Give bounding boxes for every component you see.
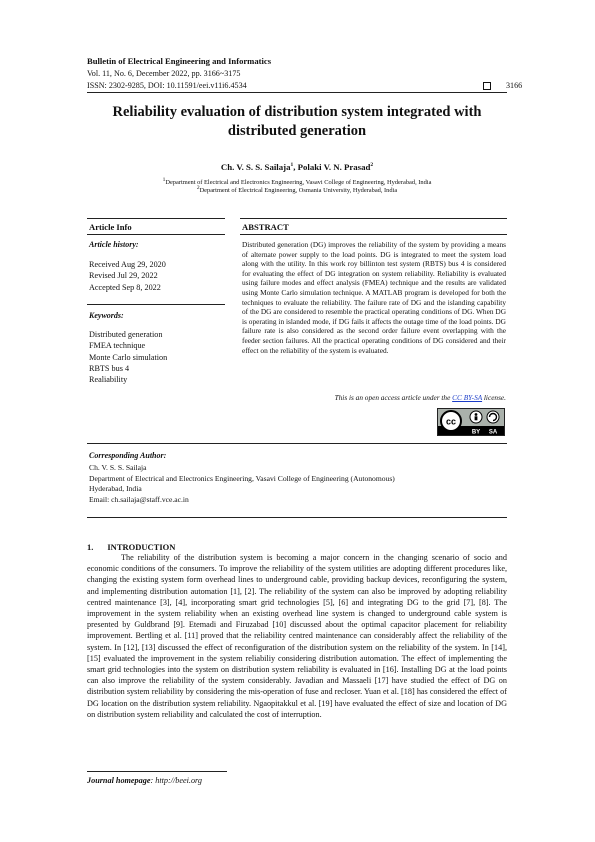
- issn-doi: ISSN: 2302-9285, DOI: 10.11591/eei.v11i6.4534: [87, 81, 247, 90]
- history-received: Received Aug 29, 2020: [89, 260, 166, 269]
- title-line-2: distributed generation: [227, 123, 367, 139]
- volume-info: Vol. 11, No. 6, December 2022, pp. 3166~3175: [87, 69, 241, 78]
- author-separator: ,: [293, 162, 298, 172]
- article-info-heading: Article Info: [89, 222, 132, 232]
- introduction-paragraph: [87, 552, 507, 720]
- article-info-head-rule: [87, 234, 225, 235]
- affiliation-1-sup: 1: [162, 177, 166, 183]
- history-heading: Article history:: [89, 240, 139, 249]
- keywords-heading: Keywords:: [89, 311, 124, 320]
- cc-by-sa-badge[interactable]: [437, 408, 505, 436]
- abstract-head-rule: [240, 234, 507, 235]
- affiliation-1-text: Department of Electrical and Electronics Engineering, Vasavi College of Engineering, Hyderabad, India: [165, 179, 432, 187]
- corresponding-name: Ch. V. S. S. Sailaja: [89, 463, 147, 472]
- keywords-list: [89, 329, 167, 385]
- cc-text: cc: [445, 416, 457, 427]
- history-list: [89, 259, 166, 293]
- corresponding-location: Hyderabad, India: [89, 484, 142, 494]
- corresponding-department: Department of Electrical and Electronics Engineering, Vasavi College of Engineering (Autonomous): [89, 473, 395, 483]
- footer-rule: [87, 771, 227, 772]
- page-number: 3166: [506, 81, 523, 90]
- keyword-item: Monte Carlo simulation: [89, 352, 168, 362]
- homepage-label: Journal homepage: [87, 776, 151, 785]
- affiliation-2: [87, 185, 507, 194]
- article-info-top-rule: [87, 218, 225, 219]
- abstract-bottom-rule: [87, 443, 507, 444]
- author-1: Ch. V. S. S. Sailaja: [220, 162, 291, 172]
- affiliation-2-text: Department of Electrical Engineering, Osmania University, Hyderabad, India: [199, 187, 398, 195]
- corresponding-email: Email: ch.sailaja@staff.vce.ac.in: [89, 494, 189, 504]
- license-suffix: license.: [482, 393, 506, 402]
- keyword-item: Realiability: [89, 375, 128, 385]
- history-revised: Revised Jul 29, 2022: [89, 271, 158, 281]
- history-divider: [87, 304, 225, 305]
- header-divider: [87, 92, 507, 93]
- journal-homepage: Journal homepage: http://beei.org: [87, 776, 203, 785]
- author-list: [87, 162, 507, 172]
- keyword-item: RBTS bus 4: [89, 363, 130, 373]
- abstract-text: Distributed generation (DG) improves the reliability of the system by providing a means of alternate power supply to the load points. DG is integrated to meet the system load along with the utility. In this work roy billinton test system (RBTS) bus 4 is considered for evaluating the effect of DG integration on system reliability. Reliability is evaluated using failure modes and effect analysis (FMEA) technique and the results are validated using Monte Carlo simulation technique. A MATLAB program is developed for both the techniques to evaluate the reliability. The failure rate of DG and the islanding capability of the DG are considered to resemble the practical operating conditions of DG. When DG is operating in islanded mode, if DG fails it affects the outage time of the load points. DG failure rate is also considered as the second order failure event overlapping with the feeder section failures. All the practical operating conditions of DG considered and their effect on the reliability of the system is evaluated.: [242, 240, 506, 355]
- sa-label: SA: [488, 429, 498, 435]
- license-prefix: This is an open access article under the: [334, 393, 453, 402]
- history-accepted: Accepted Sep 8, 2022: [89, 282, 161, 292]
- corresponding-heading: Corresponding Author:: [89, 451, 167, 460]
- section-heading-introduction: [87, 542, 175, 552]
- corresponding-bottom-rule: [87, 517, 507, 518]
- keyword-item: FMEA technique: [89, 341, 146, 351]
- cc-logo-icon: [438, 409, 504, 435]
- homepage-url[interactable]: http://beei.org: [155, 776, 203, 785]
- journal-name: Bulletin of Electrical Engineering and Informatics: [87, 56, 272, 66]
- square-icon: [483, 82, 491, 90]
- section-number: 1.: [87, 542, 94, 552]
- by-label: BY: [471, 429, 481, 435]
- corresponding-details: [89, 463, 395, 505]
- paper-title: [87, 103, 507, 141]
- title-line-1: Reliability evaluation of distribution system integrated with: [112, 104, 482, 120]
- author-2-sup: 2: [370, 162, 374, 169]
- license-link[interactable]: CC BY-SA: [452, 393, 483, 402]
- author-2: Polaki V. N. Prasad: [297, 162, 371, 172]
- affiliation-2-sup: 2: [196, 185, 200, 191]
- license-line: [242, 393, 506, 402]
- abstract-heading: ABSTRACT: [242, 222, 289, 232]
- abstract-top-rule: [240, 218, 507, 219]
- keyword-item: Distributed generation: [89, 330, 163, 339]
- author-1-sup: 1: [290, 162, 294, 169]
- section-title: INTRODUCTION: [107, 542, 176, 552]
- introduction-text: The reliability of the distribution system is becoming a major concern in the changing scenario of socio and economic conditions of the consumers. To improve the reliability of the system utilities are adopting different procedures like, changing the existing system form overhead lines to underground cable, providing backup devices, reconfiguring the system, and implementing distribution automation [1], [2]. The reliability of the system can also be improved by adopting reliability centred maintenance [3], [4], incorporating smart grid technologies [5], [6] and integrating DG to the grid [7], [8]. The improvement in the system reliability when an existing overhead line system is changed to underground cable system is presented by Guldbrand [9]. Etemadi and Firuzabad [10] discussed about the optimal capacitor placement for reliability improvement. Bertling et al. [11] proved that the reliability centred maintenance can considerably affect the reliability of the system. In [12], [13] discussed the effect of reconfiguration of the distribution system on the reliability of the system. In [14], [15] evaluated the improvement in the system reliabiliy considering distribution automation. The effect of implementing the smart grid technologies into the system on distribution system reliability is evaluated in [16]. Installing DG at the load points can also improve the reliability of the system considerably. Javadian and Massaeli [17] have studied the effect of DG on distribution system reliability by considering the mis-operation of fuse and recloser. Yuan et al. [18] has considered the effect of DG location on the distribution system reliability. Ngaopitakkul et al. [19] have evaluated the effect of size and location of DG on distribution system reliability and calculated the cost of interruption.: [87, 553, 507, 719]
